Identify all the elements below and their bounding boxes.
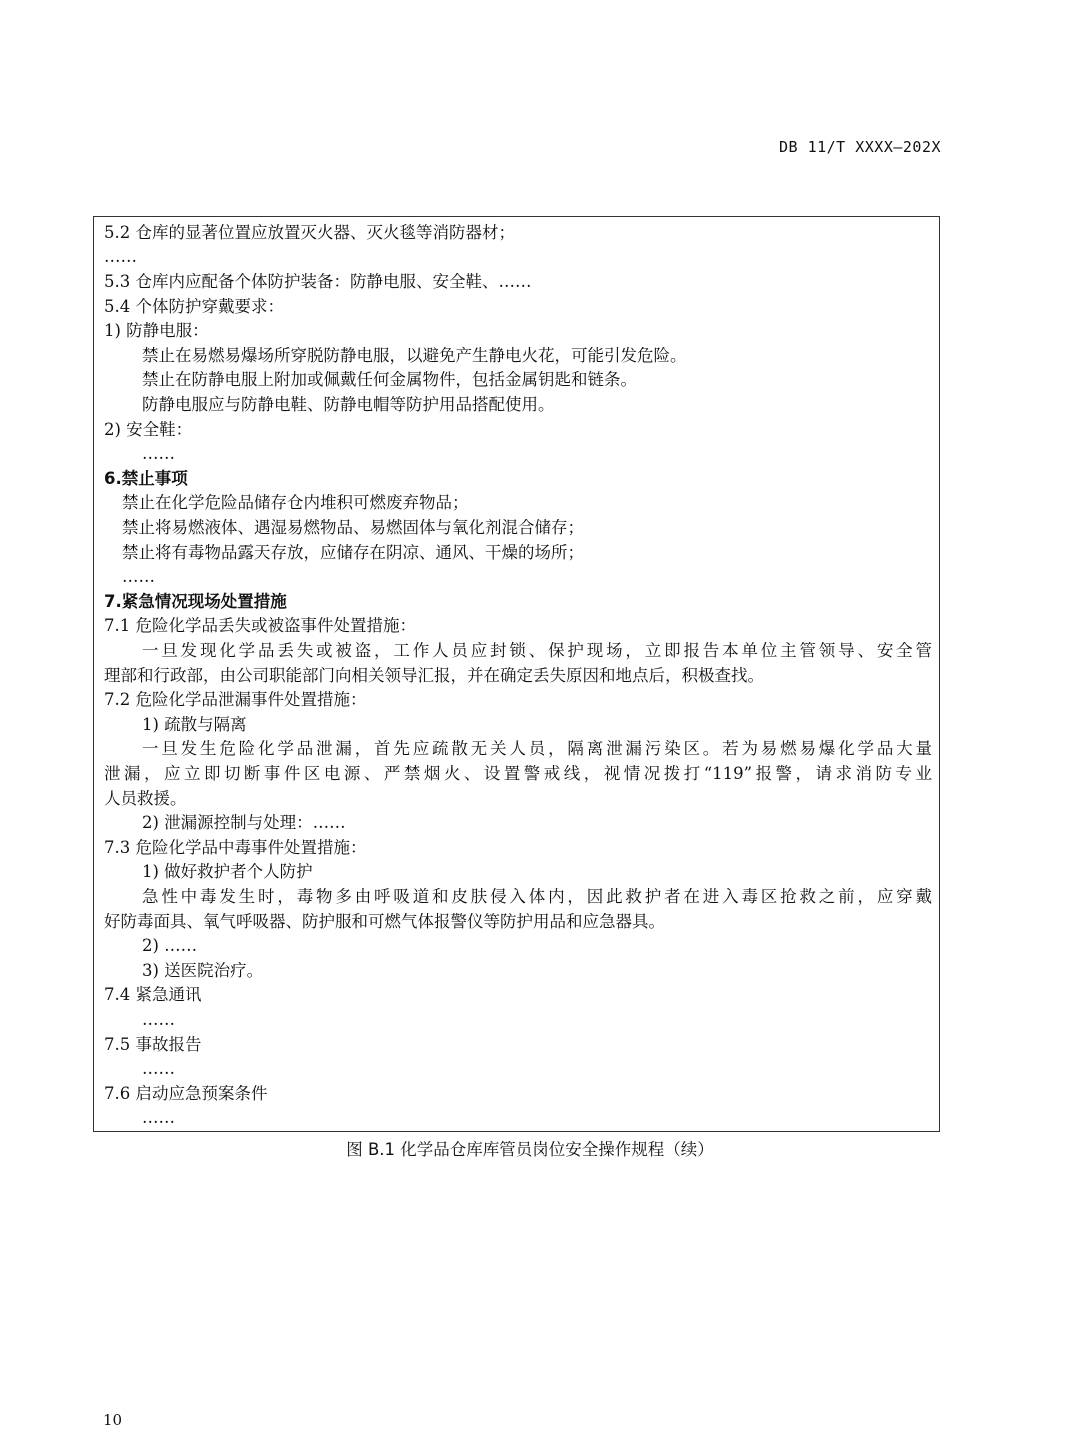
text-line: 禁止将有毒物品露天存放，应储存在阴凉、通风、干燥的场所； [122,543,584,562]
text-line: …… [142,1010,175,1029]
text-line: 7.4 紧急通讯 [104,985,202,1004]
page-number: 10 [103,1411,123,1429]
text-line: 防静电服应与防静电鞋、防静电帽等防护用品搭配使用。 [142,395,555,414]
text-line: 7.2 危险化学品泄漏事件处置措施： [104,690,367,709]
text-line: 7.6 启动应急预案条件 [104,1084,268,1103]
content-frame [93,216,940,1132]
document-code: DB 11/T XXXX—202X [779,138,942,156]
text-line: 2) 泄漏源控制与处理：…… [142,813,346,832]
text-line: 一旦发现化学品丢失或被盗，工作人员应封锁、保护现场，立即报告本单位主管领导、安全管 [142,641,932,660]
text-line: 5.3 仓库内应配备个体防护装备：防静电服、安全鞋、…… [104,272,532,291]
text-line: …… [142,444,175,463]
text-line: 禁止将易燃液体、遇湿易燃物品、易燃固体与氧化剂混合储存； [122,518,584,537]
text-line: 5.4 个体防护穿戴要求： [104,297,284,316]
text-line: 理部和行政部，由公司职能部门向相关领导汇报，并在确定丢失原因和地点后，积极查找。 [104,666,764,685]
text-line: 2) 安全鞋： [104,420,193,439]
text-line: …… [104,247,137,266]
text-line: …… [122,567,155,586]
text-line: 人员救援。 [104,789,187,808]
text-line: 急性中毒发生时，毒物多由呼吸道和皮肤侵入体内，因此救护者在进入毒区抢救之前，应穿戴 [142,887,932,906]
text-line: 一旦发生危险化学品泄漏，首先应疏散无关人员，隔离泄漏污染区。若为易燃易爆化学品大量 [142,739,932,758]
section-heading: 7.紧急情况现场处置措施 [104,592,287,611]
text-line: 禁止在易燃易爆场所穿脱防静电服，以避免产生静电火花，可能引发危险。 [142,346,687,365]
text-line: …… [142,1059,175,1078]
text-line: 泄漏，应立即切断事件区电源、严禁烟火、设置警戒线，视情况拨打“119”报警，请求消防专业 [104,764,932,783]
text-line: 7.1 危险化学品丢失或被盗事件处置措施： [104,616,416,635]
text-line: 5.2 仓库的显著位置应放置灭火器、灭火毯等消防器材； [104,223,515,242]
figure-caption: 图 B.1 化学品仓库库管员岗位安全操作规程（续） [346,1140,714,1159]
text-line: 1) 防静电服： [104,321,209,340]
text-line: 7.5 事故报告 [104,1035,202,1054]
text-line: 3) 送医院治疗。 [142,961,264,980]
section-heading: 6.禁止事项 [104,469,188,488]
text-line: 7.3 危险化学品中毒事件处置措施： [104,838,367,857]
text-line: 1) 做好救护者个人防护 [142,862,313,881]
text-line: 禁止在防静电服上附加或佩戴任何金属物件，包括金属钥匙和链条。 [142,370,637,389]
text-line: 禁止在化学危险品储存仓内堆积可燃废弃物品； [122,493,469,512]
text-line: 1) 疏散与隔离 [142,715,247,734]
text-line: 2) …… [142,936,198,955]
text-line: 好防毒面具、氧气呼吸器、防护服和可燃气体报警仪等防护用品和应急器具。 [104,912,665,931]
text-line: …… [142,1108,175,1127]
